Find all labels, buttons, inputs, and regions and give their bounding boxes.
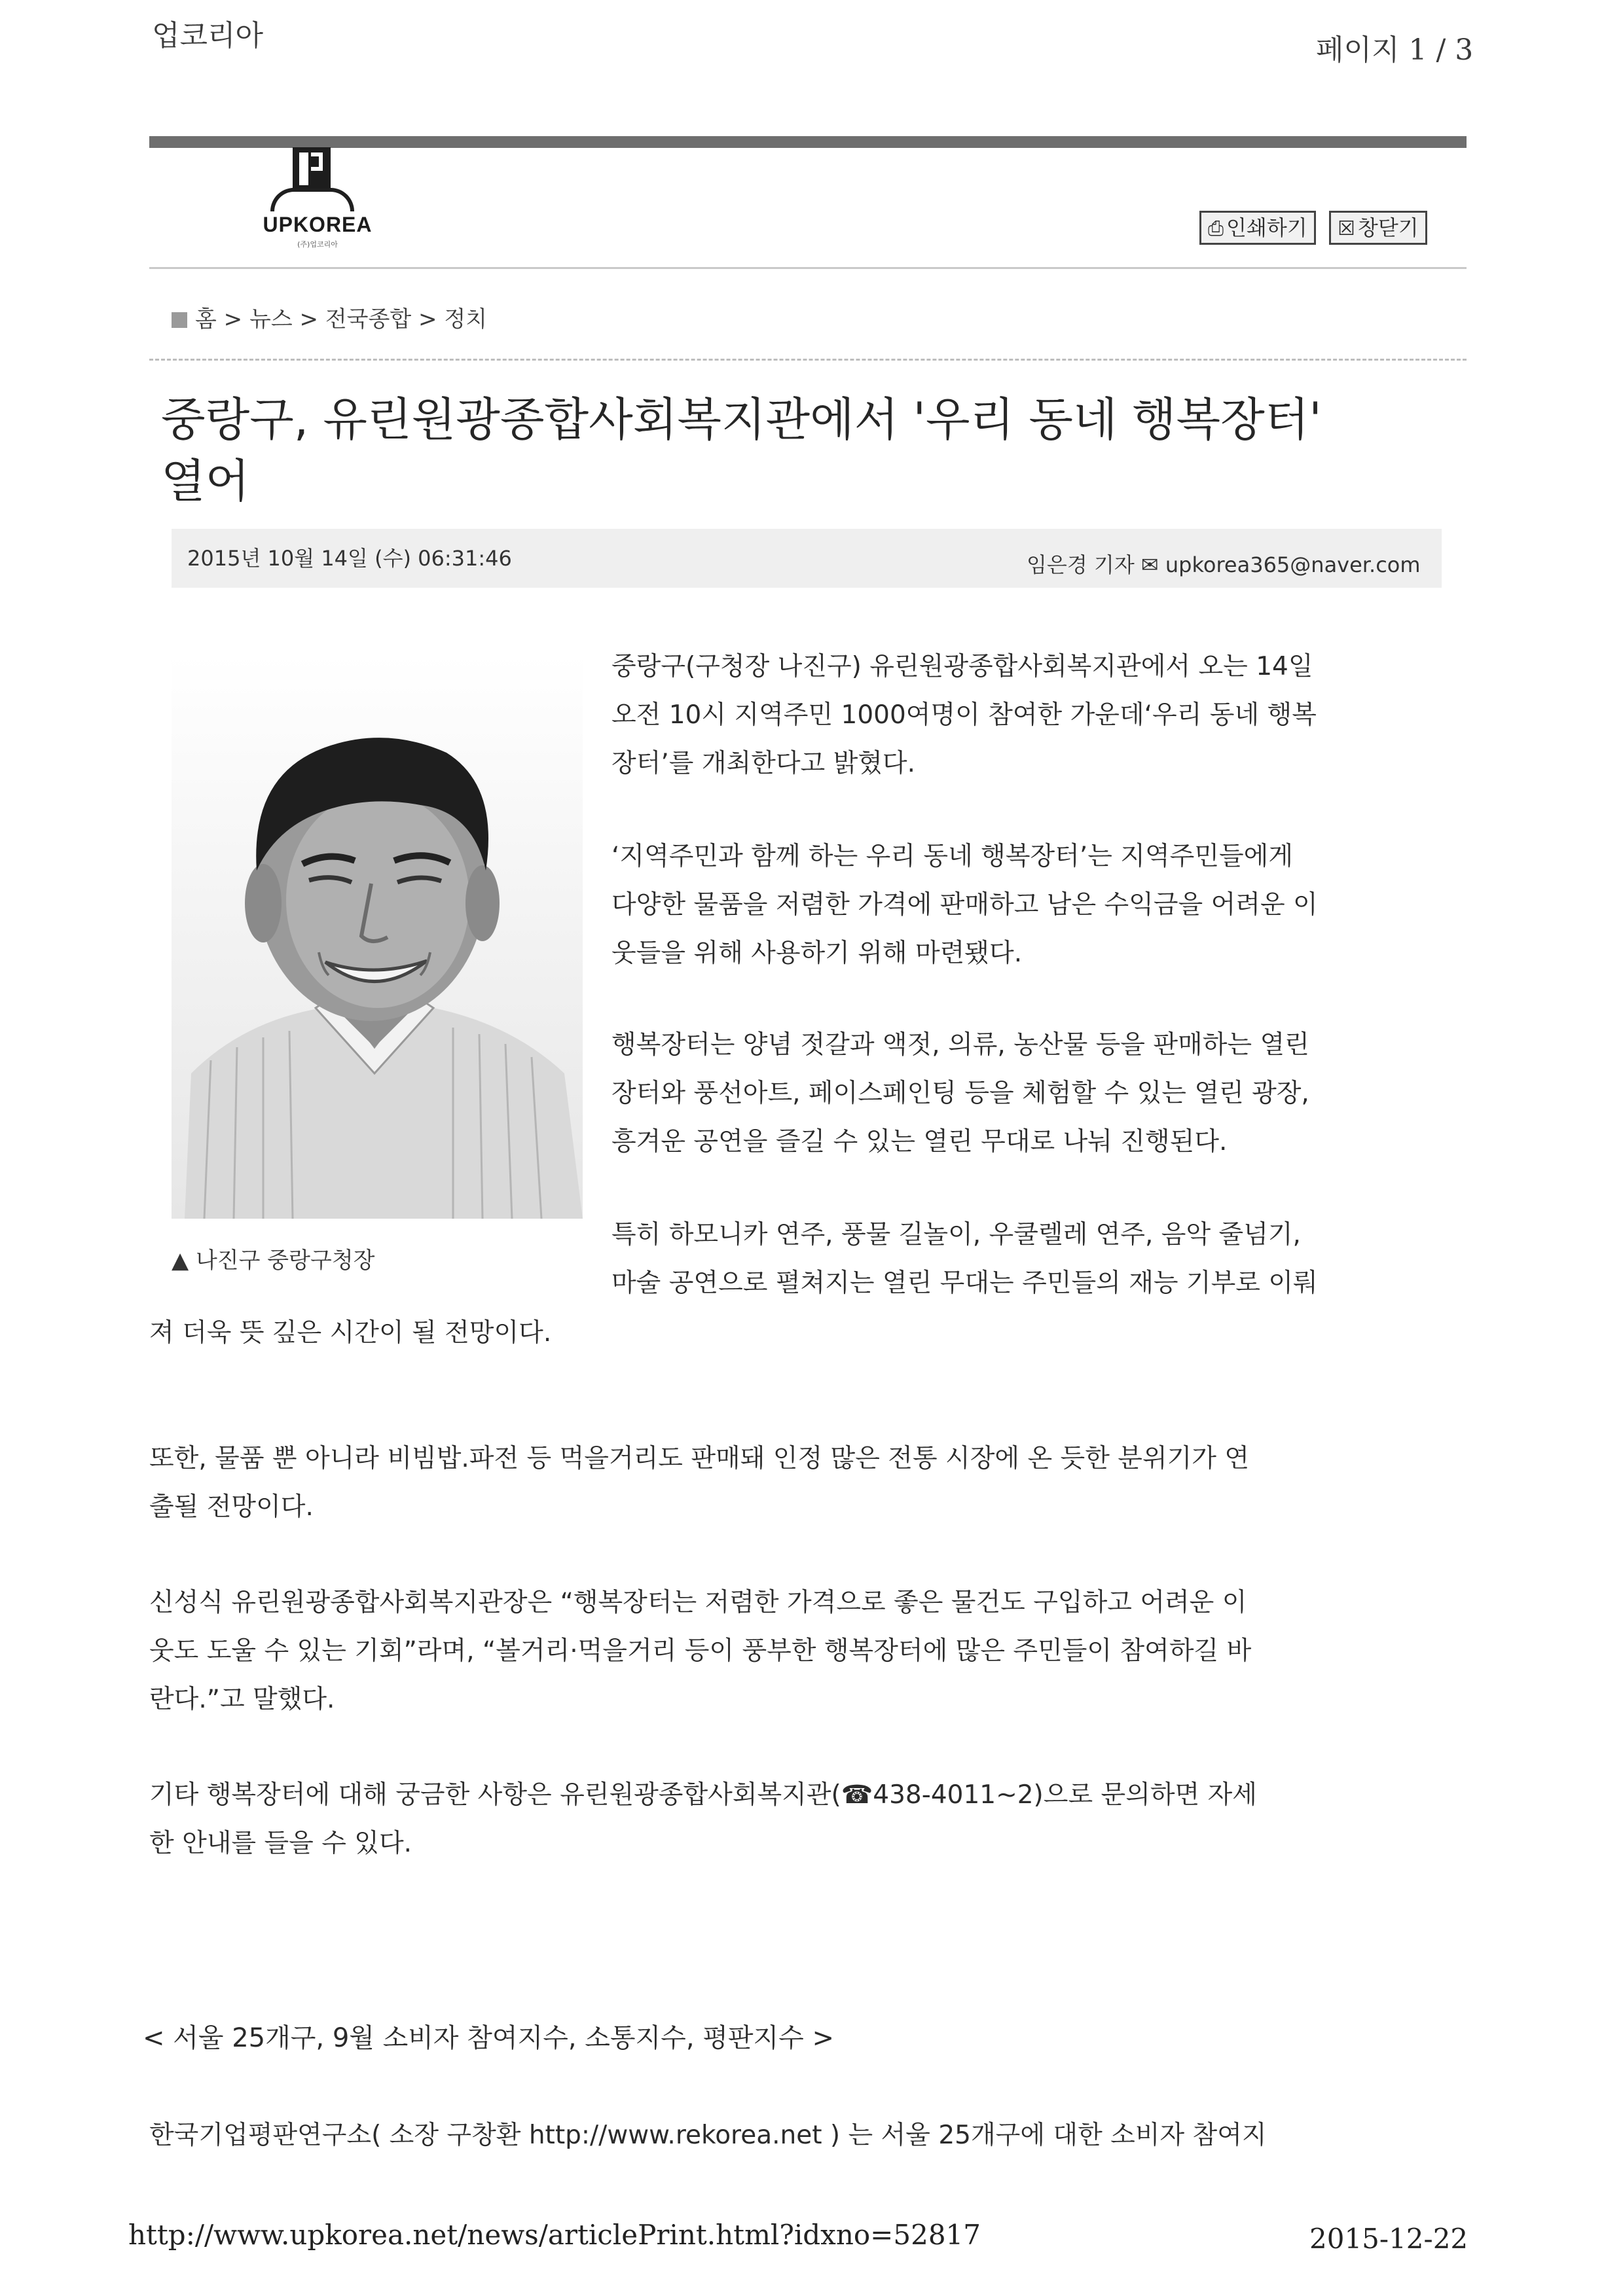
reporter-email[interactable]: upkorea365@naver.com (1165, 552, 1421, 577)
upkorea-logo[interactable] (259, 147, 376, 272)
printer-icon: ⎙ (1208, 217, 1224, 240)
photo-caption: ▲ 나진구 중랑구청장 (172, 1247, 375, 1274)
paragraph-5: 또한, 물품 뿐 아니라 비빔밥.파전 등 먹을거리도 판매돼 인정 많은 전통 시장에 온 듯한 분위기가 연 출될 전망이다. (149, 1444, 1250, 1522)
article-photo (172, 655, 583, 1219)
site-name: 업코리아 (152, 19, 264, 52)
logo-mark-icon (293, 147, 331, 190)
page-number: 페이지 1 / 3 (1316, 33, 1474, 67)
footer-url: http://www.upkorea.net/news/articlePrint.html?idxno=52817 (128, 2219, 981, 2251)
paragraph-6: 신성식 유린원광종합사회복지관장은 “행복장터는 저렴한 가격으로 좋은 물건도 구입하고 어려운 이 웃도 도울 수 있는 기회”라며, “볼거리·먹을거리 등이 풍부한 행복장터에 많은 주민들이 참여하길 바 란다.”고 말했다. (149, 1588, 1252, 1714)
paragraph-1: 중랑구(구청장 나진구) 유린원광종합사회복지관에서 오는 14일 오전 10시 지역주민 1000여명이 참여한 가운데‘우리 동네 행복 장터’를 개최한다고 밝혔다. (611, 652, 1317, 778)
print-button[interactable]: ⎙ 인쇄하기 (1199, 211, 1316, 245)
breadcrumb-politics[interactable]: 정치 (444, 306, 488, 332)
breadcrumb-home[interactable]: 홈 (195, 306, 217, 332)
paragraph-4: 특히 하모니카 연주, 풍물 길놀이, 우쿨렐레 연주, 음악 줄넘기, 마술 공연으로 펼쳐지는 열린 무대는 주민들의 재능 기부로 이뤄 (611, 1220, 1318, 1298)
paragraph-3: 행복장터는 양념 젓갈과 액젓, 의류, 농산물 등을 판매하는 열린 장터와 풍선아트, 페이스페인팅 등을 체험할 수 있는 열린 광장, 흥겨운 공연을 즐길 수 있는 열린 무대로 나눠 진행된다. (611, 1030, 1309, 1157)
breadcrumb-news[interactable]: 뉴스 (249, 306, 293, 332)
email-icon: ✉ (1140, 552, 1159, 577)
paragraph-8: 한국기업평판연구소( 소장 구창환 http://www.rekorea.net ) 는 서울 25개구에 대한 소비자 참여지 (149, 2121, 1267, 2150)
paragraph-7: 기타 행복장터에 대해 궁금한 사항은 유린원광종합사회복지관(☎438-4011~2)으로 문의하면 자세 한 안내를 들을 수 있다. (149, 1780, 1257, 1858)
article-title: 중랑구, 유린원광종합사회복지관에서 '우리 동네 행복장터' 열어 (161, 393, 1322, 508)
article-date: 2015년 10월 14일 (수) 06:31:46 (187, 546, 512, 571)
close-icon: ☒ (1338, 217, 1355, 240)
top-divider (149, 136, 1467, 148)
breadcrumb-national[interactable]: 전국종합 (325, 306, 412, 332)
close-window-button[interactable]: ☒ 창닫기 (1329, 211, 1427, 245)
reporter-name: 임은경 기자 (1027, 552, 1135, 577)
paragraph-2: ‘지역주민과 함께 하는 우리 동네 행복장터’는 지역주민들에게 다양한 물품을 저렴한 가격에 판매하고 남은 수익금을 어려운 이 웃들을 위해 사용하기 위해 마련됐다. (611, 842, 1318, 968)
subheading: < 서울 25개구, 9월 소비자 참여지수, 소통지수, 평판지수 > (143, 2023, 835, 2053)
footer-date: 2015-12-22 (1309, 2223, 1468, 2255)
reporter-info (1027, 548, 1421, 579)
home-icon (172, 312, 187, 328)
logo-text: UPKOREA (263, 213, 373, 236)
breadcrumb-divider (149, 359, 1467, 361)
breadcrumb: 홈 > 뉴스 > 전국종합 > 정치 (172, 301, 487, 333)
logo-subtext: (주)업코리아 (297, 240, 338, 249)
paragraph-4-continued: 져 더욱 뜻 깊은 시간이 될 전망이다. (149, 1318, 552, 1348)
header-divider (149, 267, 1467, 269)
